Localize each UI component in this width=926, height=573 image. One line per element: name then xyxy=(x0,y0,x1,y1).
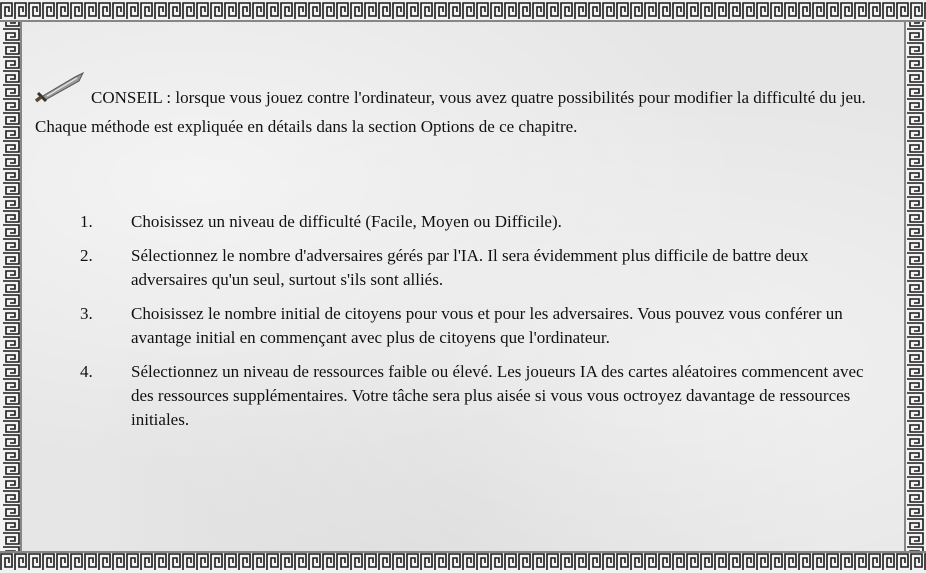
greek-key-border-top xyxy=(0,0,926,22)
step-text: Sélectionnez le nombre d'adversaires gérés par l'IA. Il sera évidemment plus difficile de battre deux adversaires qu'un seul, surtout s'ils sont alliés. xyxy=(131,246,809,289)
greek-key-border-left xyxy=(0,0,22,573)
step-number: 1. xyxy=(80,212,93,231)
list-item xyxy=(35,302,895,350)
list-item xyxy=(35,360,895,432)
list-item xyxy=(35,244,895,292)
step-number: 3. xyxy=(80,304,93,323)
tip-text: CONSEIL : lorsque vous jouez contre l'ordinateur, vous avez quatre possibilités pour modifier la difficulté du jeu. Chaque méthode est expliquée en détails dans la section Options de ce chapitre. xyxy=(35,88,866,136)
greek-key-border-bottom xyxy=(0,551,926,573)
greek-key-border-right xyxy=(904,0,926,573)
sword-icon xyxy=(35,69,91,112)
list-item xyxy=(35,210,895,234)
step-number: 2. xyxy=(80,246,93,265)
steps-list xyxy=(35,210,895,442)
tip-block xyxy=(35,83,895,141)
step-text: Sélectionnez un niveau de ressources faible ou élevé. Les joueurs IA des cartes aléatoires commencent avec des ressources supplémentaires. Votre tâche sera plus aisée si vous vous octroyez davantage de ressources initiales. xyxy=(131,362,864,429)
step-text: Choisissez un niveau de difficulté (Facile, Moyen ou Difficile). xyxy=(131,212,562,231)
step-text: Choisissez le nombre initial de citoyens pour vous et pour les adversaires. Vous pouvez vous conférer un avantage initial en commençant avec plus de citoyens que l'ordinateur. xyxy=(131,304,843,347)
step-number: 4. xyxy=(80,362,93,381)
